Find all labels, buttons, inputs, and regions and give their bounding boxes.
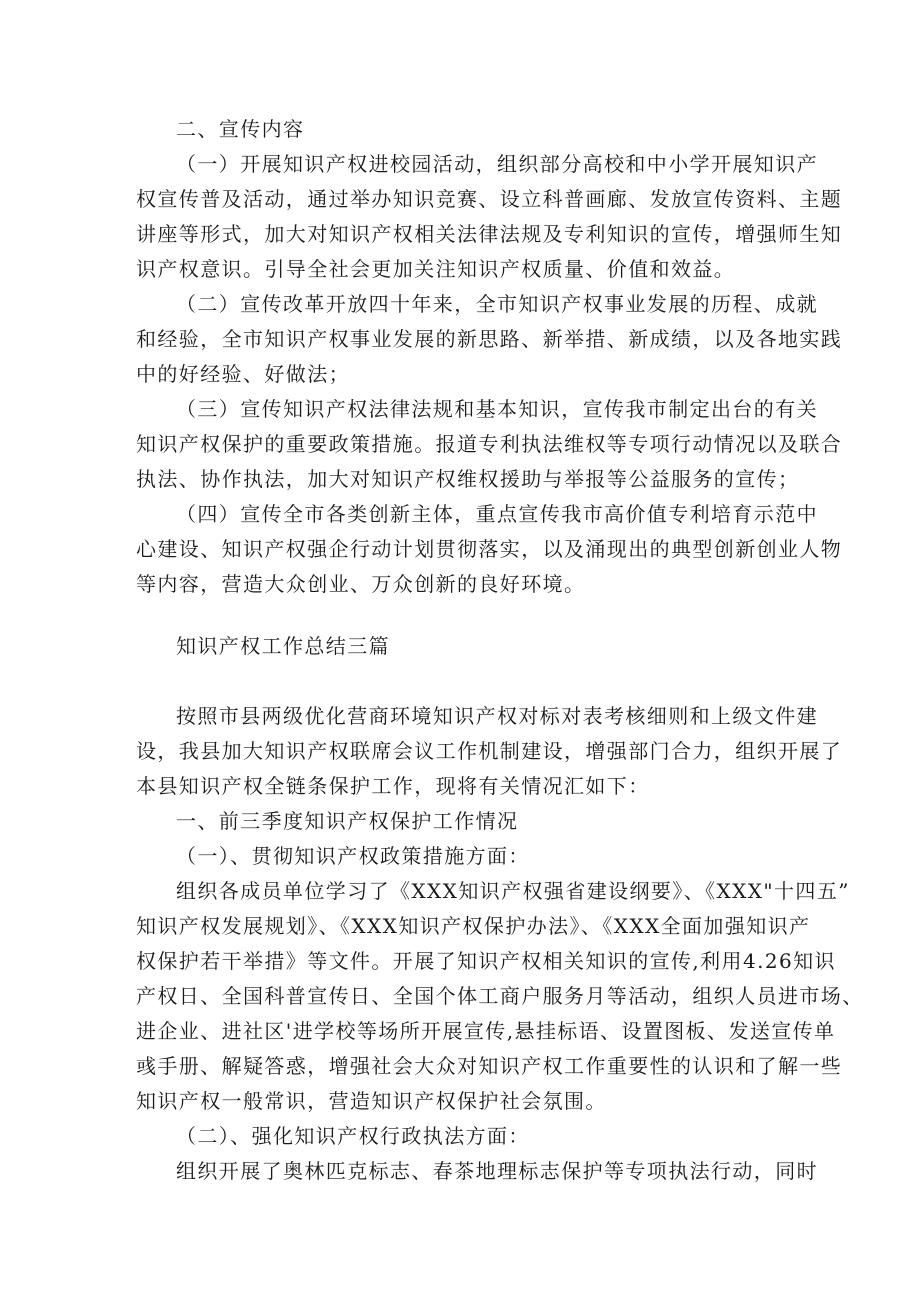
paragraph-line: 权保护若干举措》等文件。开展了知识产权相关知识的宣传,利用4.26知识 xyxy=(136,949,836,973)
paragraph-line: 讲座等形式，加大对知识产权相关法律法规及专利知识的宣传，增强师生知 xyxy=(136,222,843,246)
paragraph-line: 知识产权一般常识，营造知识产权保护社会氛围。 xyxy=(136,1089,607,1113)
section-heading-publicity-content: 二、宣传内容 xyxy=(176,117,305,141)
paragraph-line: 进企业、进社区'进学校等场所开展宣传,悬挂标语、设置图板、发送宣传单 xyxy=(136,1019,836,1043)
paragraph-line: 本县知识产权全链条保护工作，现将有关情况汇如下： xyxy=(136,774,650,798)
paragraph-line: 知识产权保护的重要政策措施。报道专利执法维权等专项行动情况以及联合 xyxy=(136,432,843,456)
document-title: 知识产权工作总结三篇 xyxy=(176,634,390,658)
paragraph-line: 组织各成员单位学习了《XXX知识产权强省建设纲要》、《XXX"十四五” xyxy=(176,879,850,903)
paragraph-line: 权宣传普及活动，通过举办知识竞赛、设立科普画廊、发放宣传资料、主题 xyxy=(136,187,843,211)
paragraph-line: 等内容，营造大众创业、万众创新的良好环境。 xyxy=(136,572,586,596)
paragraph-line: 产权日、全国科普宣传日、全国个体工商户服务月等活动，组织人员进市场、 xyxy=(136,984,864,1008)
paragraph-line: （四）宣传全市各类创新主体，重点宣传我市高价值专利培育示范中 xyxy=(176,502,818,526)
section-heading-work-status: 一、前三季度知识产权保护工作情况 xyxy=(176,809,519,833)
paragraph-line: 心建设、知识产权强企行动计划贯彻落实，以及涌现出的典型创新创业人物 xyxy=(136,537,843,561)
paragraph-line: 知识产权发展规划》、《XXX知识产权保护办法》、《XXX全面加强知识产 xyxy=(136,914,811,938)
paragraph-line: 执法、协作执法，加大对知识产权维权援助与举报等公益服务的宣传； xyxy=(136,467,800,491)
paragraph-line: （一）开展知识产权进校园活动，组织部分高校和中小学开展知识产 xyxy=(176,152,818,176)
paragraph-line: 组织开展了奥林匹克标志、春茶地理标志保护等专项执法行动，同时 xyxy=(176,1159,818,1183)
subsection-heading-policy-measures: （一）、贯彻知识产权政策措施方面： xyxy=(176,844,530,868)
paragraph-line: 和经验，全市知识产权事业发展的新思路、新举措、新成绩，以及各地实践 xyxy=(136,327,843,351)
paragraph-line: 按照市县两级优化营商环境知识产权对标对表考核细则和上级文件建 xyxy=(176,704,818,728)
subsection-heading-law-enforcement: （二）、强化知识产权行政执法方面： xyxy=(176,1124,530,1148)
paragraph-line: 设，我县加大知识产权联席会议工作机制建设，增强部门合力，组织开展了 xyxy=(136,739,843,763)
paragraph-line: 识产权意识。引导全社会更加关注知识产权质量、价值和效益。 xyxy=(136,257,736,281)
paragraph-line: （三）宣传知识产权法律法规和基本知识，宣传我市制定出台的有关 xyxy=(176,397,818,421)
paragraph-line: （二）宣传改革开放四十年来，全市知识产权事业发展的历程、成就 xyxy=(176,292,818,316)
paragraph-line: 彧手册、解疑答惑，增强社会大众对知识产权工作重要性的认识和了解一些 xyxy=(136,1054,843,1078)
paragraph-line: 中的好经验、好做法； xyxy=(136,362,350,386)
